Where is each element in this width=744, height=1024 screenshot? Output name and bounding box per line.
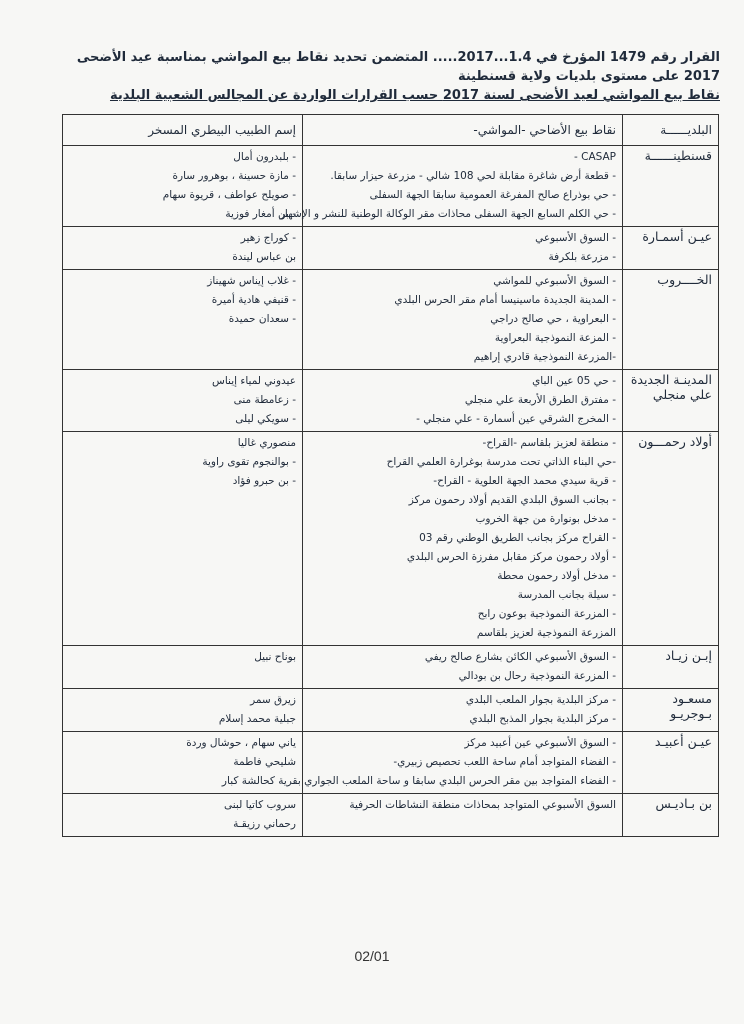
municipality-cell: الخــــروب <box>623 270 719 370</box>
sales-point-item: - السوق الأسبوعي <box>535 232 616 244</box>
municipality-cell: أولاد رحمـــون <box>623 432 719 646</box>
table-row <box>63 732 719 794</box>
veterinarian-cell <box>63 689 303 732</box>
sales-point-item: - حي الكلم السابع الجهة السفلى محاذات مقر الوكالة الوطنية للنشر و الإشهار <box>279 208 616 220</box>
table-header-row <box>63 115 719 146</box>
veterinarian-name: - مازة حسينة ، بوهرور سارة <box>172 170 296 182</box>
decision-reference-line: القرار رقم 1479 المؤرخ في 1.4...2017..... المتضمن تحديد نقاط بيع المواشي بمناسبة عيد الأضحى <box>76 50 720 65</box>
document-title: نقاط بيع المواشي لعيد الأضحى لسنة 2017 حسب القرارات الواردة عن المجالس الشعبية البلدية <box>109 88 720 103</box>
sales-point-item: - قرية سيدي محمد الجهة العلوية - القراح- <box>433 475 616 487</box>
veterinarian-cell <box>63 227 303 270</box>
table-row <box>63 146 719 227</box>
sales-point-item: - المدينة الجديدة ماسينيسا أمام مقر الحرس البلدي <box>394 294 616 306</box>
table-row <box>63 432 719 646</box>
sales-point-item: - مدخل أولاد رحمون محطة <box>497 570 616 582</box>
sales-points-cell <box>303 646 623 689</box>
header-municipality: البلديــــــة <box>623 115 719 146</box>
sales-points-cell <box>303 432 623 646</box>
sales-point-item: - المخرج الشرقي عين أسمارة - علي منجلي - <box>416 413 616 425</box>
veterinarian-cell <box>63 370 303 432</box>
sales-point-item: - منطقة لعزيز بلقاسم -القراح- <box>482 437 616 449</box>
municipality-cell: عيـن أعبيـد <box>623 732 719 794</box>
sales-point-item: - السوق الأسبوعي الكائن بشارع صالح ريفي <box>424 651 616 663</box>
veterinarian-name: شليحي فاطمة <box>233 756 296 768</box>
sales-point-item: - القراح مركز بجانب الطريق الوطني رقم 03 <box>419 532 616 544</box>
sales-points-cell <box>279 146 623 227</box>
municipality-cell: المدينـة الجديدة علي منجلي <box>623 370 719 432</box>
sales-points-cell <box>303 270 623 370</box>
sales-point-item: - مزرعة بلكرفة <box>548 251 616 263</box>
table-body <box>63 146 719 837</box>
veterinarian-name: - زعامطة منى <box>233 394 296 406</box>
veterinarian-name: - بلبدرون أمال <box>233 151 296 163</box>
header-sales-points: نقاط بيع الأضاحي -المواشي- <box>303 115 623 146</box>
veterinarian-name: زيرق سمر <box>250 694 296 706</box>
sales-point-item: - البعراوية ، حي صالح دراجي <box>490 313 616 325</box>
sales-point-item: - مركز البلدية بجوار الملعب البلدي <box>465 694 616 706</box>
table-row <box>63 646 719 689</box>
sales-points-cell <box>303 370 623 432</box>
sales-points-cell <box>303 794 623 837</box>
veterinarian-name: ياني سهام ، حوشال وردة <box>186 737 296 749</box>
sales-points-table <box>62 114 719 837</box>
veterinarian-name: - بوالنجوم تقوى راوية <box>202 456 296 468</box>
sales-point-item: - المزعة النموذجية البعراوية <box>494 332 616 344</box>
sales-point-item: المزرعة النموذجية لعزيز بلقاسم <box>476 627 616 639</box>
header-veterinarian: إسم الطبيب البيطري المسخر <box>63 115 303 146</box>
veterinarian-cell <box>63 794 303 837</box>
veterinarian-name: - صويلح عواطف ، قريوة سهام <box>162 189 296 201</box>
table-row <box>63 227 719 270</box>
sales-point-item: - المزرعة النموذجية رحال بن بودالي <box>458 670 616 682</box>
veterinarian-name: رحماني رزيقـة <box>233 818 296 830</box>
veterinarian-name: - سويكي ليلى <box>235 413 296 425</box>
municipality-cell: قسنطينــــــة <box>623 146 719 227</box>
veterinarian-name: - غلاب إيناس شهيناز <box>207 275 296 287</box>
table-row <box>63 794 719 837</box>
veterinarian-name: - بن حبرو فؤاد <box>232 475 296 487</box>
document-header <box>58 48 720 105</box>
veterinarian-name: - بن أمغار فوزية <box>225 208 296 220</box>
veterinarian-name: عيدوني لمياء إيناس <box>212 375 296 387</box>
sales-point-item: - السوق الأسبوعي عين أعبيد مركز <box>464 737 616 749</box>
veterinarian-name: جبلية محمد إسلام <box>218 713 296 725</box>
sales-point-item: CASAP - <box>573 151 616 163</box>
veterinarian-name: - كوراج زهير <box>240 232 296 244</box>
table-row <box>63 689 719 732</box>
veterinarian-name: منصوري غاليا <box>237 437 296 449</box>
sales-point-item: - أولاد رحمون مركز مقابل مفرزة الحرس البلدي <box>406 551 616 563</box>
sales-points-cell <box>303 227 623 270</box>
sales-point-item: - مفترق الطرق الأربعة علي منجلي <box>464 394 616 406</box>
sales-point-item: -المزرعة النموذجية قادري إراهيم <box>473 351 616 363</box>
veterinarian-name: بوناح نبيل <box>254 651 296 663</box>
municipality-cell: عيـن أسمـارة <box>623 227 719 270</box>
municipality-cell: إبـن زيـاد <box>623 646 719 689</box>
page-number: 02/01 <box>354 948 390 964</box>
sales-point-item: - بجانب السوق البلدي القديم أولاد رحمون مركز <box>408 494 616 506</box>
sales-point-item: - قطعة أرض شاغرة مقابلة لحي 108 شالي - مزرعة حيزار سابقا. <box>330 170 616 182</box>
decision-scope-line: 2017 على مستوى بلديات ولاية قسنطينة <box>457 69 720 84</box>
veterinarian-cell <box>63 646 303 689</box>
sales-point-item: السوق الأسبوعي المتواجد بمحاذات منطقة النشاطات الحرفية <box>349 799 616 811</box>
sales-point-item: -حي البناء الذاتي تحت مدرسة بوغرارة العلمي القراح <box>386 456 616 468</box>
sales-point-item: - مركز البلدية بجوار المذبح البلدي <box>469 713 616 725</box>
sales-point-item: - سيلة بجانب المدرسة <box>517 589 616 601</box>
veterinarian-cell <box>63 432 303 646</box>
veterinarian-name: - قنيفي هادية أميرة <box>211 294 296 306</box>
veterinarian-cell <box>63 270 303 370</box>
sales-point-item: - السوق الأسبوعي للمواشي <box>493 275 616 287</box>
sales-point-item: - المزرعة النموذجية بوعون رابح <box>477 608 616 620</box>
veterinarian-name: سروب كاتيا لبنى <box>224 799 296 811</box>
veterinarian-cell <box>63 146 303 227</box>
sales-point-item: - حي 05 عين الباي <box>532 375 616 387</box>
table-row <box>63 270 719 370</box>
municipality-cell: مسعـود بـوجريـو <box>623 689 719 732</box>
sales-point-item: - حي بوذراع صالح المفرغة العمومية سابقا الجهة السفلى <box>369 189 616 201</box>
veterinarian-name: - سعدان حميدة <box>228 313 296 325</box>
sales-point-item: - الفضاء المتواجد بين مقر الحرس البلدي سابقا و ساحة الملعب الجواري بقرية كحالشة كبار <box>221 775 616 787</box>
veterinarian-name: بن عباس ليندة <box>232 251 296 263</box>
sales-point-item: - مدخل بونوارة من جهة الخروب <box>475 513 616 525</box>
municipality-cell: بن بـاديـس <box>623 794 719 837</box>
table-row <box>63 370 719 432</box>
sales-point-item: - الفضاء المتواجد أمام ساحة اللعب تحصيص زبيري- <box>393 756 616 768</box>
sales-points-cell <box>303 689 623 732</box>
